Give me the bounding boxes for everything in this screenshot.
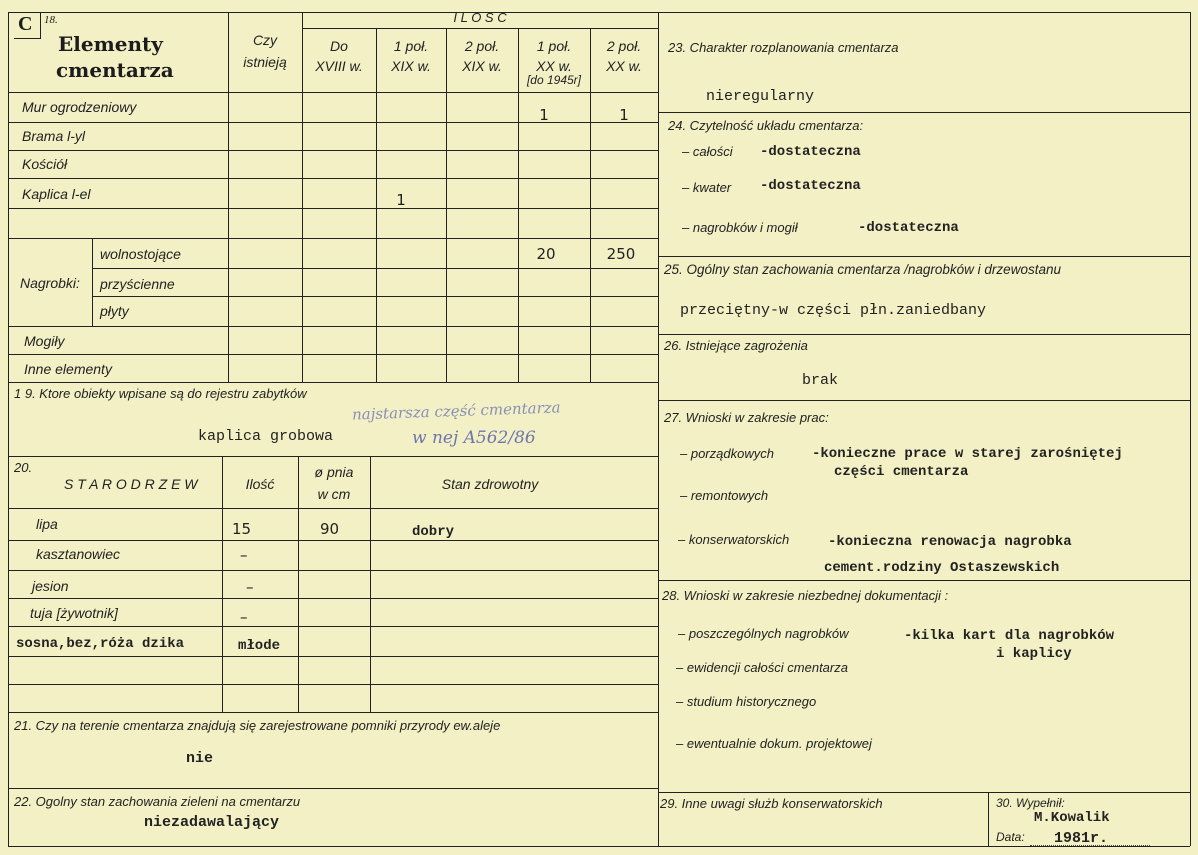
s25-label: 25. Ogólny stan zachowania cmentarza /nagrobków i drzewostanu <box>664 262 1061 277</box>
s20-head-stan: Stan zdrowotny <box>441 476 539 492</box>
row-kosciol: Kościół <box>22 156 68 172</box>
s28-line-3-label: – studium historycznego <box>676 694 817 709</box>
s26-label: 26. Istniejące zagrożenia <box>664 338 808 353</box>
s25-value: przeciętny-w części płn.zaniedbany <box>680 302 987 319</box>
row-inne: Inne elementy <box>24 361 112 377</box>
s30-label: 30. Wypełnił: <box>996 796 1065 810</box>
col-header-l2: XX w. <box>536 58 572 74</box>
s27-line-1-value: -konieczne prace w starej zarośniętej <box>812 446 1123 462</box>
tree-state: dobry <box>412 524 455 540</box>
ilosc-header: I L O S C <box>453 10 507 25</box>
tree-qty: – <box>240 546 248 564</box>
s26-value: brak <box>802 372 839 389</box>
tree-qty: – <box>240 608 248 626</box>
s21-value: nie <box>186 750 214 767</box>
cell-mur-1945: 1 <box>539 106 549 124</box>
s27-line-3-label: – konserwatorskich <box>678 532 790 547</box>
s30-name: M.Kowalik <box>1034 810 1110 826</box>
col-header-l2: XX w. <box>606 58 642 74</box>
czy-header-1: Czy <box>252 32 278 48</box>
row-przyscienne: przyścienne <box>100 276 175 292</box>
col-header-l2: XIX w. <box>391 58 431 74</box>
s27-line-3-value: -konieczna renowacja nagrobka <box>828 534 1072 550</box>
s30-date-dotted-line <box>1030 845 1150 846</box>
title-line-1: Elementy <box>58 32 163 56</box>
tree-diam: 90 <box>320 520 340 538</box>
s27-line-1-label: – porządkowych <box>680 446 774 461</box>
s20-head-starodrzew: S T A R O D R Z E W <box>64 476 198 492</box>
col-header-l1: 1 poł. <box>536 38 572 54</box>
s24-label: 24. Czytelność układu cmentarza: <box>668 118 864 133</box>
s29-label: 29. Inne uwagi służb konserwatorskich <box>660 796 883 811</box>
row-brama: Brama l-yl <box>22 128 86 144</box>
s24-line-1-value: -dostateczna <box>760 144 861 160</box>
row-nagrobki: Nagrobki: <box>20 275 80 291</box>
col-header-l1: 1 poł. <box>393 38 429 54</box>
row-mur: Mur ogrodzeniowy <box>22 99 137 115</box>
s30-date-value: 1981r. <box>1054 830 1109 847</box>
col-header-l1: Do <box>330 38 348 54</box>
s24-line-3-value: -dostateczna <box>858 220 959 236</box>
cell-mur-2xx: 1 <box>619 106 629 124</box>
section-letter: C <box>18 13 33 35</box>
s28-line-4-label: – ewentualnie dokum. projektowej <box>676 736 872 751</box>
s30-date-label: Data: <box>996 830 1025 844</box>
col-header-l2: XVIII w. <box>315 58 363 74</box>
s27-line-2-label: – remontowych <box>680 488 769 503</box>
tree-name: kasztanowiec <box>36 546 121 562</box>
s20-head-pien-1: ø pnia <box>314 464 354 480</box>
col-header-l1: 2 poł. <box>606 38 642 54</box>
col-header-l2: XIX w. <box>462 58 502 74</box>
cell-wolno-1945: 20 <box>536 245 556 263</box>
s28-line-1-cont: i kaplicy <box>996 646 1072 662</box>
s19-handwritten-1: najstarsza część cmentarza <box>351 398 561 424</box>
tree-name: lipa <box>36 516 58 532</box>
tree-qty: 15 <box>232 520 252 538</box>
czy-header-2: istnieją <box>243 54 287 70</box>
s22-label: 22. Ogolny stan zachowania zieleni na cmentarzu <box>14 794 301 809</box>
tree-name: sosna,bez,róża dzika <box>16 636 185 652</box>
row-mogily: Mogiły <box>24 333 65 349</box>
tree-qty: młode <box>238 638 281 654</box>
s27-line-3-cont: cement.rodziny Ostaszewskich <box>824 560 1060 576</box>
col-header-l1: 2 poł. <box>464 38 500 54</box>
section-18-number: 18. <box>44 14 58 26</box>
section-letter-box <box>14 12 41 39</box>
tree-qty: – <box>246 578 254 596</box>
row-wolnostojace: wolnostojące <box>100 246 181 262</box>
s27-line-1-cont: części cmentarza <box>834 464 969 480</box>
s20-number: 20. <box>14 460 33 475</box>
tree-name: tuja [żywotnik] <box>30 605 118 621</box>
s28-line-1-label: – poszczególnych nagrobków <box>678 626 849 641</box>
s22-value: niezadawalający <box>144 814 280 831</box>
s21-label: 21. Czy na terenie cmentarza znajdują się zarejestrowane pomniki przyrody ew.aleje <box>14 718 501 733</box>
tree-name: jesion <box>32 578 69 594</box>
cell-wolno-2xx: 250 <box>606 245 636 263</box>
s19-handwritten-2: w nej A562/86 <box>412 428 536 448</box>
cell-kaplica-1xix: 1 <box>396 191 406 209</box>
s24-line-2-label: – kwater <box>682 180 732 195</box>
row-kaplica: Kaplica l-el <box>22 186 91 202</box>
s24-line-2-value: -dostateczna <box>760 178 861 194</box>
title-line-2: cmentarza <box>56 58 174 82</box>
s20-head-ilosc: Ilość <box>245 476 275 492</box>
s20-head-pien-2: w cm <box>317 486 351 502</box>
col-header-l3: [do 1945r] <box>526 73 582 87</box>
s24-line-1-label: – całości <box>682 144 733 159</box>
s19-value: kaplica grobowa <box>198 428 334 445</box>
s19-label: 1 9. Ktore obiekty wpisane są do rejestru zabytków <box>14 386 307 401</box>
s27-label: 27. Wnioski w zakresie prac: <box>664 410 829 425</box>
s24-line-3-label: – nagrobków i mogił <box>682 220 798 235</box>
s23-value: nieregularny <box>706 88 815 105</box>
row-plyty: płyty <box>100 303 129 319</box>
s28-line-1-value: -kilka kart dla nagrobków <box>904 628 1115 644</box>
s28-line-2-label: – ewidencji całości cmentarza <box>676 660 848 675</box>
s28-label: 28. Wnioski w zakresie niezbednej dokumentacji : <box>662 588 949 603</box>
s23-label: 23. Charakter rozplanowania cmentarza <box>668 40 899 55</box>
